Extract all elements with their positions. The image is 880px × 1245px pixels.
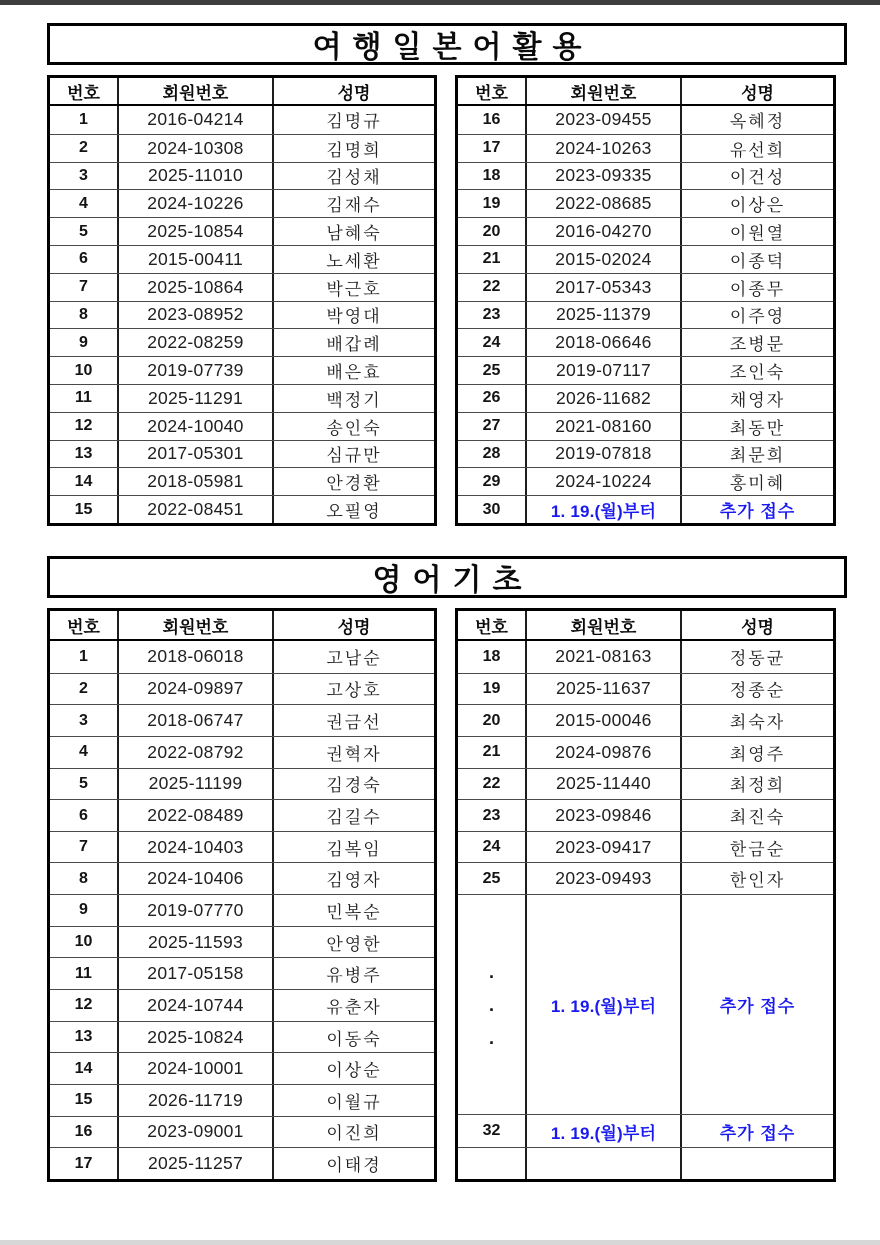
row-number-cell: 13 — [74, 444, 93, 462]
member-id-cell: 2015-02024 — [525, 246, 680, 273]
member-id-cell: 2023-09846 — [525, 800, 680, 831]
name-cell: 안영한 — [272, 927, 434, 958]
column-header-member-id: 회원번호 — [525, 78, 680, 104]
row-number-cell: 16 — [74, 1122, 93, 1140]
member-row — [50, 1116, 434, 1148]
member-row — [458, 894, 833, 1114]
member-id-cell: 1. 19.(월)부터 — [525, 1115, 680, 1147]
name-cell: 김길수 — [272, 800, 434, 831]
row-number-cell: 23 — [482, 806, 501, 824]
member-id-cell: 2024-10001 — [117, 1053, 272, 1084]
name-cell: 유선희 — [680, 135, 833, 162]
member-row — [458, 641, 833, 673]
member-row — [458, 356, 833, 384]
row-number-cell: 19 — [482, 194, 501, 212]
name-cell: 배은효 — [272, 357, 434, 384]
row-number-cell: 20 — [482, 222, 501, 240]
section-title-basic-english: 영어기초 — [47, 556, 847, 598]
member-row — [458, 768, 833, 800]
name-cell: 안경환 — [272, 468, 434, 495]
name-cell: 옥혜정 — [680, 106, 833, 134]
member-row — [50, 989, 434, 1021]
row-number-cell: 21 — [482, 743, 501, 761]
member-row — [458, 799, 833, 831]
member-id-cell: 2025-10864 — [117, 274, 272, 301]
row-number-cell: 21 — [482, 250, 501, 268]
member-id-cell: 2026-11719 — [117, 1085, 272, 1116]
member-row — [458, 384, 833, 412]
row-number-cell: 9 — [79, 901, 88, 919]
name-cell: 유춘자 — [272, 990, 434, 1021]
name-cell: 남혜숙 — [272, 218, 434, 245]
name-cell: 배갑례 — [272, 329, 434, 356]
member-id-cell: 2024-09897 — [117, 674, 272, 705]
column-header-no: 번호 — [475, 83, 508, 103]
member-id-cell: 2018-05981 — [117, 468, 272, 495]
row-number-cell: 24 — [482, 838, 501, 856]
row-number-cell: 16 — [482, 110, 501, 128]
member-id-cell: 2015-00046 — [525, 705, 680, 736]
member-row — [50, 245, 434, 273]
member-id-cell: 2018-06747 — [117, 705, 272, 736]
name-cell: 한인자 — [680, 863, 833, 894]
member-id-cell: 2022-08489 — [117, 800, 272, 831]
name-cell: 추가 접수 — [680, 1115, 833, 1147]
name-cell: 이진희 — [272, 1117, 434, 1148]
row-number-cell: 22 — [482, 278, 501, 296]
member-row — [50, 1021, 434, 1053]
row-number-cell: 17 — [74, 1154, 93, 1172]
row-number-cell: 22 — [482, 774, 501, 792]
member-row — [50, 162, 434, 190]
member-id-cell: 2025-10854 — [117, 218, 272, 245]
row-number-cell: 14 — [74, 1059, 93, 1077]
name-cell: 권혁자 — [272, 737, 434, 768]
member-row — [50, 467, 434, 495]
member-id-cell — [525, 1148, 680, 1179]
name-cell: 이동숙 — [272, 1022, 434, 1053]
member-row — [458, 273, 833, 301]
row-number-cell: 4 — [79, 194, 88, 212]
name-cell: 고남순 — [272, 641, 434, 673]
member-row — [50, 926, 434, 958]
row-number-cell: 2 — [79, 679, 88, 697]
column-header-no: 번호 — [67, 83, 100, 103]
member-row — [458, 467, 833, 495]
member-row — [50, 356, 434, 384]
name-cell: 노세환 — [272, 246, 434, 273]
member-id-cell: 2025-11199 — [117, 769, 272, 800]
member-row — [458, 440, 833, 468]
column-header-member-id: 회원번호 — [117, 78, 272, 104]
row-number-cell: 25 — [482, 361, 501, 379]
member-row — [50, 495, 434, 523]
member-row — [50, 1052, 434, 1084]
header-row — [50, 78, 434, 106]
name-cell: 최숙자 — [680, 705, 833, 736]
member-id-cell: 2025-11010 — [117, 163, 272, 190]
member-id-cell: 2024-09876 — [525, 737, 680, 768]
member-table-japanese-left — [47, 75, 437, 526]
member-id-cell: 2025-11440 — [525, 769, 680, 800]
name-cell: 이상순 — [272, 1053, 434, 1084]
name-cell: 권금선 — [272, 705, 434, 736]
ellipsis-dot: . — [488, 961, 494, 982]
member-row — [458, 736, 833, 768]
ellipsis-dot: . — [488, 994, 494, 1015]
name-cell: 채영자 — [680, 385, 833, 412]
name-cell: 송인숙 — [272, 413, 434, 440]
member-id-cell: 2025-11257 — [117, 1148, 272, 1179]
row-number-cell: 23 — [482, 305, 501, 323]
member-row — [50, 384, 434, 412]
row-number-cell: 17 — [482, 139, 501, 157]
name-cell: 최동만 — [680, 413, 833, 440]
member-id-cell: 1. 19.(월)부터 — [525, 895, 680, 1114]
row-number-cell — [458, 895, 525, 1114]
member-row — [50, 862, 434, 894]
name-cell: 김경숙 — [272, 769, 434, 800]
member-table-english-right — [455, 608, 836, 1182]
column-header-name: 성명 — [272, 611, 434, 639]
member-row — [50, 440, 434, 468]
row-number-cell: 26 — [482, 389, 501, 407]
member-row — [458, 831, 833, 863]
name-cell: 김성채 — [272, 163, 434, 190]
name-cell: 김명희 — [272, 135, 434, 162]
row-number-cell: 11 — [75, 389, 92, 407]
row-number-cell: 7 — [79, 278, 88, 296]
name-cell: 최진숙 — [680, 800, 833, 831]
column-header-member-id: 회원번호 — [117, 611, 272, 639]
member-id-cell: 2024-10406 — [117, 863, 272, 894]
member-id-cell: 2024-10744 — [117, 990, 272, 1021]
name-cell: 백정기 — [272, 385, 434, 412]
header-row — [50, 611, 434, 641]
member-id-cell: 2025-11637 — [525, 674, 680, 705]
row-number-cell: 10 — [74, 361, 93, 379]
row-number-cell: 32 — [482, 1122, 501, 1140]
row-number-cell: 9 — [79, 333, 88, 351]
member-row — [50, 328, 434, 356]
row-number-cell: 19 — [482, 679, 501, 697]
ellipsis-dot: . — [488, 1027, 494, 1048]
member-row — [50, 189, 434, 217]
row-number-cell: 11 — [75, 964, 92, 982]
member-table-japanese-right — [455, 75, 836, 526]
row-number-cell: 18 — [482, 647, 501, 665]
name-cell: 이상은 — [680, 190, 833, 217]
name-cell: 이건성 — [680, 163, 833, 190]
member-id-cell: 2023-09493 — [525, 863, 680, 894]
name-cell: 한금순 — [680, 832, 833, 863]
row-number-cell: 14 — [74, 472, 93, 490]
member-row — [50, 641, 434, 673]
member-id-cell: 2023-09455 — [525, 106, 680, 134]
row-number-cell: 18 — [482, 166, 501, 184]
member-row — [458, 495, 833, 523]
member-row — [458, 673, 833, 705]
row-number-cell: 12 — [74, 996, 93, 1014]
member-row — [458, 245, 833, 273]
name-cell: 홍미혜 — [680, 468, 833, 495]
member-row — [50, 1147, 434, 1179]
member-id-cell: 2025-11593 — [117, 927, 272, 958]
member-id-cell: 2022-08451 — [117, 496, 272, 523]
member-id-cell: 2023-09001 — [117, 1117, 272, 1148]
member-row — [50, 704, 434, 736]
name-cell: 이태경 — [272, 1148, 434, 1179]
row-number-cell: 1 — [79, 647, 88, 665]
row-number-cell: 13 — [74, 1028, 93, 1045]
column-header-no: 번호 — [67, 617, 100, 637]
member-row — [458, 106, 833, 134]
member-id-cell: 2024-10040 — [117, 413, 272, 440]
member-row — [458, 1147, 833, 1179]
member-row — [458, 1114, 833, 1147]
member-row — [458, 328, 833, 356]
basic-english-tables — [47, 608, 836, 1182]
header-row — [458, 78, 833, 106]
row-number-cell: 5 — [79, 222, 88, 240]
name-cell: 김명규 — [272, 106, 434, 134]
member-id-cell: 2016-04270 — [525, 218, 680, 245]
member-id-cell: 2023-09417 — [525, 832, 680, 863]
name-cell: 추가 접수 — [680, 895, 833, 1114]
row-number-cell: 28 — [482, 444, 501, 462]
member-row — [50, 799, 434, 831]
member-id-cell: 2024-10224 — [525, 468, 680, 495]
member-row — [458, 162, 833, 190]
row-number-cell: 6 — [79, 806, 88, 824]
row-number-cell: 10 — [74, 933, 93, 951]
name-cell: 이원열 — [680, 218, 833, 245]
member-row — [50, 217, 434, 245]
member-row — [50, 894, 434, 926]
member-id-cell: 2019-07739 — [117, 357, 272, 384]
row-number-cell — [458, 1148, 525, 1179]
member-id-cell: 2016-04214 — [117, 106, 272, 134]
row-number-cell: 29 — [482, 472, 501, 490]
name-cell: 최영주 — [680, 737, 833, 768]
row-number-cell: 3 — [79, 166, 88, 184]
row-number-cell: 3 — [79, 711, 88, 729]
row-number-cell: 20 — [482, 711, 501, 729]
name-cell: 심규만 — [272, 441, 434, 468]
member-id-cell: 2025-11379 — [525, 302, 680, 329]
row-number-cell: 8 — [79, 305, 88, 323]
column-header-member-id: 회원번호 — [525, 611, 680, 639]
column-header-no: 번호 — [475, 617, 508, 637]
row-number-cell: 27 — [482, 417, 501, 435]
member-row — [458, 704, 833, 736]
member-row — [50, 273, 434, 301]
member-id-cell: 2015-00411 — [117, 246, 272, 273]
member-id-cell: 2018-06018 — [117, 641, 272, 673]
row-number-cell: 25 — [482, 869, 501, 887]
name-cell: 이종덕 — [680, 246, 833, 273]
name-cell: 정종순 — [680, 674, 833, 705]
member-id-cell: 2019-07818 — [525, 441, 680, 468]
member-row — [458, 412, 833, 440]
member-id-cell: 2021-08163 — [525, 641, 680, 673]
member-id-cell: 2019-07117 — [525, 357, 680, 384]
member-row — [50, 957, 434, 989]
row-number-cell: 1 — [79, 110, 88, 128]
name-cell: 이종무 — [680, 274, 833, 301]
name-cell: 김복임 — [272, 832, 434, 863]
member-row — [50, 768, 434, 800]
member-row — [50, 412, 434, 440]
name-cell: 조병문 — [680, 329, 833, 356]
row-number-cell: 5 — [79, 774, 88, 792]
member-row — [458, 217, 833, 245]
member-row — [50, 134, 434, 162]
member-id-cell: 2017-05343 — [525, 274, 680, 301]
member-id-cell: 2021-08160 — [525, 413, 680, 440]
member-row — [50, 1084, 434, 1116]
member-id-cell: 2017-05158 — [117, 958, 272, 989]
member-row — [50, 301, 434, 329]
section-title-travel-japanese: 여행일본어활용 — [47, 23, 847, 65]
member-table-english-left — [47, 608, 437, 1182]
row-number-cell: 6 — [79, 250, 88, 268]
name-cell: 추가 접수 — [680, 496, 833, 523]
column-header-name: 성명 — [680, 611, 833, 639]
member-id-cell: 2024-10226 — [117, 190, 272, 217]
name-cell: 김재수 — [272, 190, 434, 217]
row-number-cell: 15 — [74, 500, 93, 518]
member-id-cell: 2022-08792 — [117, 737, 272, 768]
row-number-cell: 7 — [79, 838, 88, 856]
travel-japanese-tables — [47, 75, 836, 526]
member-row — [50, 106, 434, 134]
name-cell: 이월규 — [272, 1085, 434, 1116]
member-row — [458, 189, 833, 217]
member-id-cell: 2026-11682 — [525, 385, 680, 412]
name-cell: 정동균 — [680, 641, 833, 673]
member-id-cell: 2024-10403 — [117, 832, 272, 863]
name-cell: 민복순 — [272, 895, 434, 926]
row-number-cell: 30 — [482, 500, 501, 518]
member-row — [458, 862, 833, 894]
member-id-cell: 2023-08952 — [117, 302, 272, 329]
header-row — [458, 611, 833, 641]
name-cell: 유병주 — [272, 958, 434, 989]
name-cell: 박근호 — [272, 274, 434, 301]
member-row — [458, 301, 833, 329]
member-id-cell: 1. 19.(월)부터 — [525, 496, 680, 523]
member-id-cell: 2024-10263 — [525, 135, 680, 162]
name-cell: 박영대 — [272, 302, 434, 329]
member-row — [50, 831, 434, 863]
member-row — [50, 736, 434, 768]
member-row — [50, 673, 434, 705]
row-number-cell: 15 — [74, 1091, 93, 1109]
column-header-name: 성명 — [680, 78, 833, 104]
name-cell: 조인숙 — [680, 357, 833, 384]
scan-artifact-bottom-bar — [0, 1240, 880, 1245]
column-header-name: 성명 — [272, 78, 434, 104]
member-id-cell: 2024-10308 — [117, 135, 272, 162]
row-number-cell: 2 — [79, 139, 88, 157]
row-number-cell: 8 — [79, 869, 88, 887]
name-cell: 이주영 — [680, 302, 833, 329]
row-number-cell: 12 — [74, 417, 93, 435]
row-number-cell: 4 — [79, 743, 88, 761]
member-id-cell: 2022-08259 — [117, 329, 272, 356]
member-id-cell: 2018-06646 — [525, 329, 680, 356]
name-cell: 최문희 — [680, 441, 833, 468]
name-cell: 고상호 — [272, 674, 434, 705]
member-id-cell: 2022-08685 — [525, 190, 680, 217]
member-id-cell: 2025-10824 — [117, 1022, 272, 1053]
member-id-cell: 2025-11291 — [117, 385, 272, 412]
name-cell: 김영자 — [272, 863, 434, 894]
member-row — [458, 134, 833, 162]
member-id-cell: 2017-05301 — [117, 441, 272, 468]
name-cell: 오필영 — [272, 496, 434, 523]
scan-artifact-top-bar — [0, 0, 880, 5]
member-id-cell: 2019-07770 — [117, 895, 272, 926]
member-id-cell: 2023-09335 — [525, 163, 680, 190]
name-cell: 최정희 — [680, 769, 833, 800]
row-number-cell: 24 — [482, 333, 501, 351]
name-cell — [680, 1148, 833, 1179]
